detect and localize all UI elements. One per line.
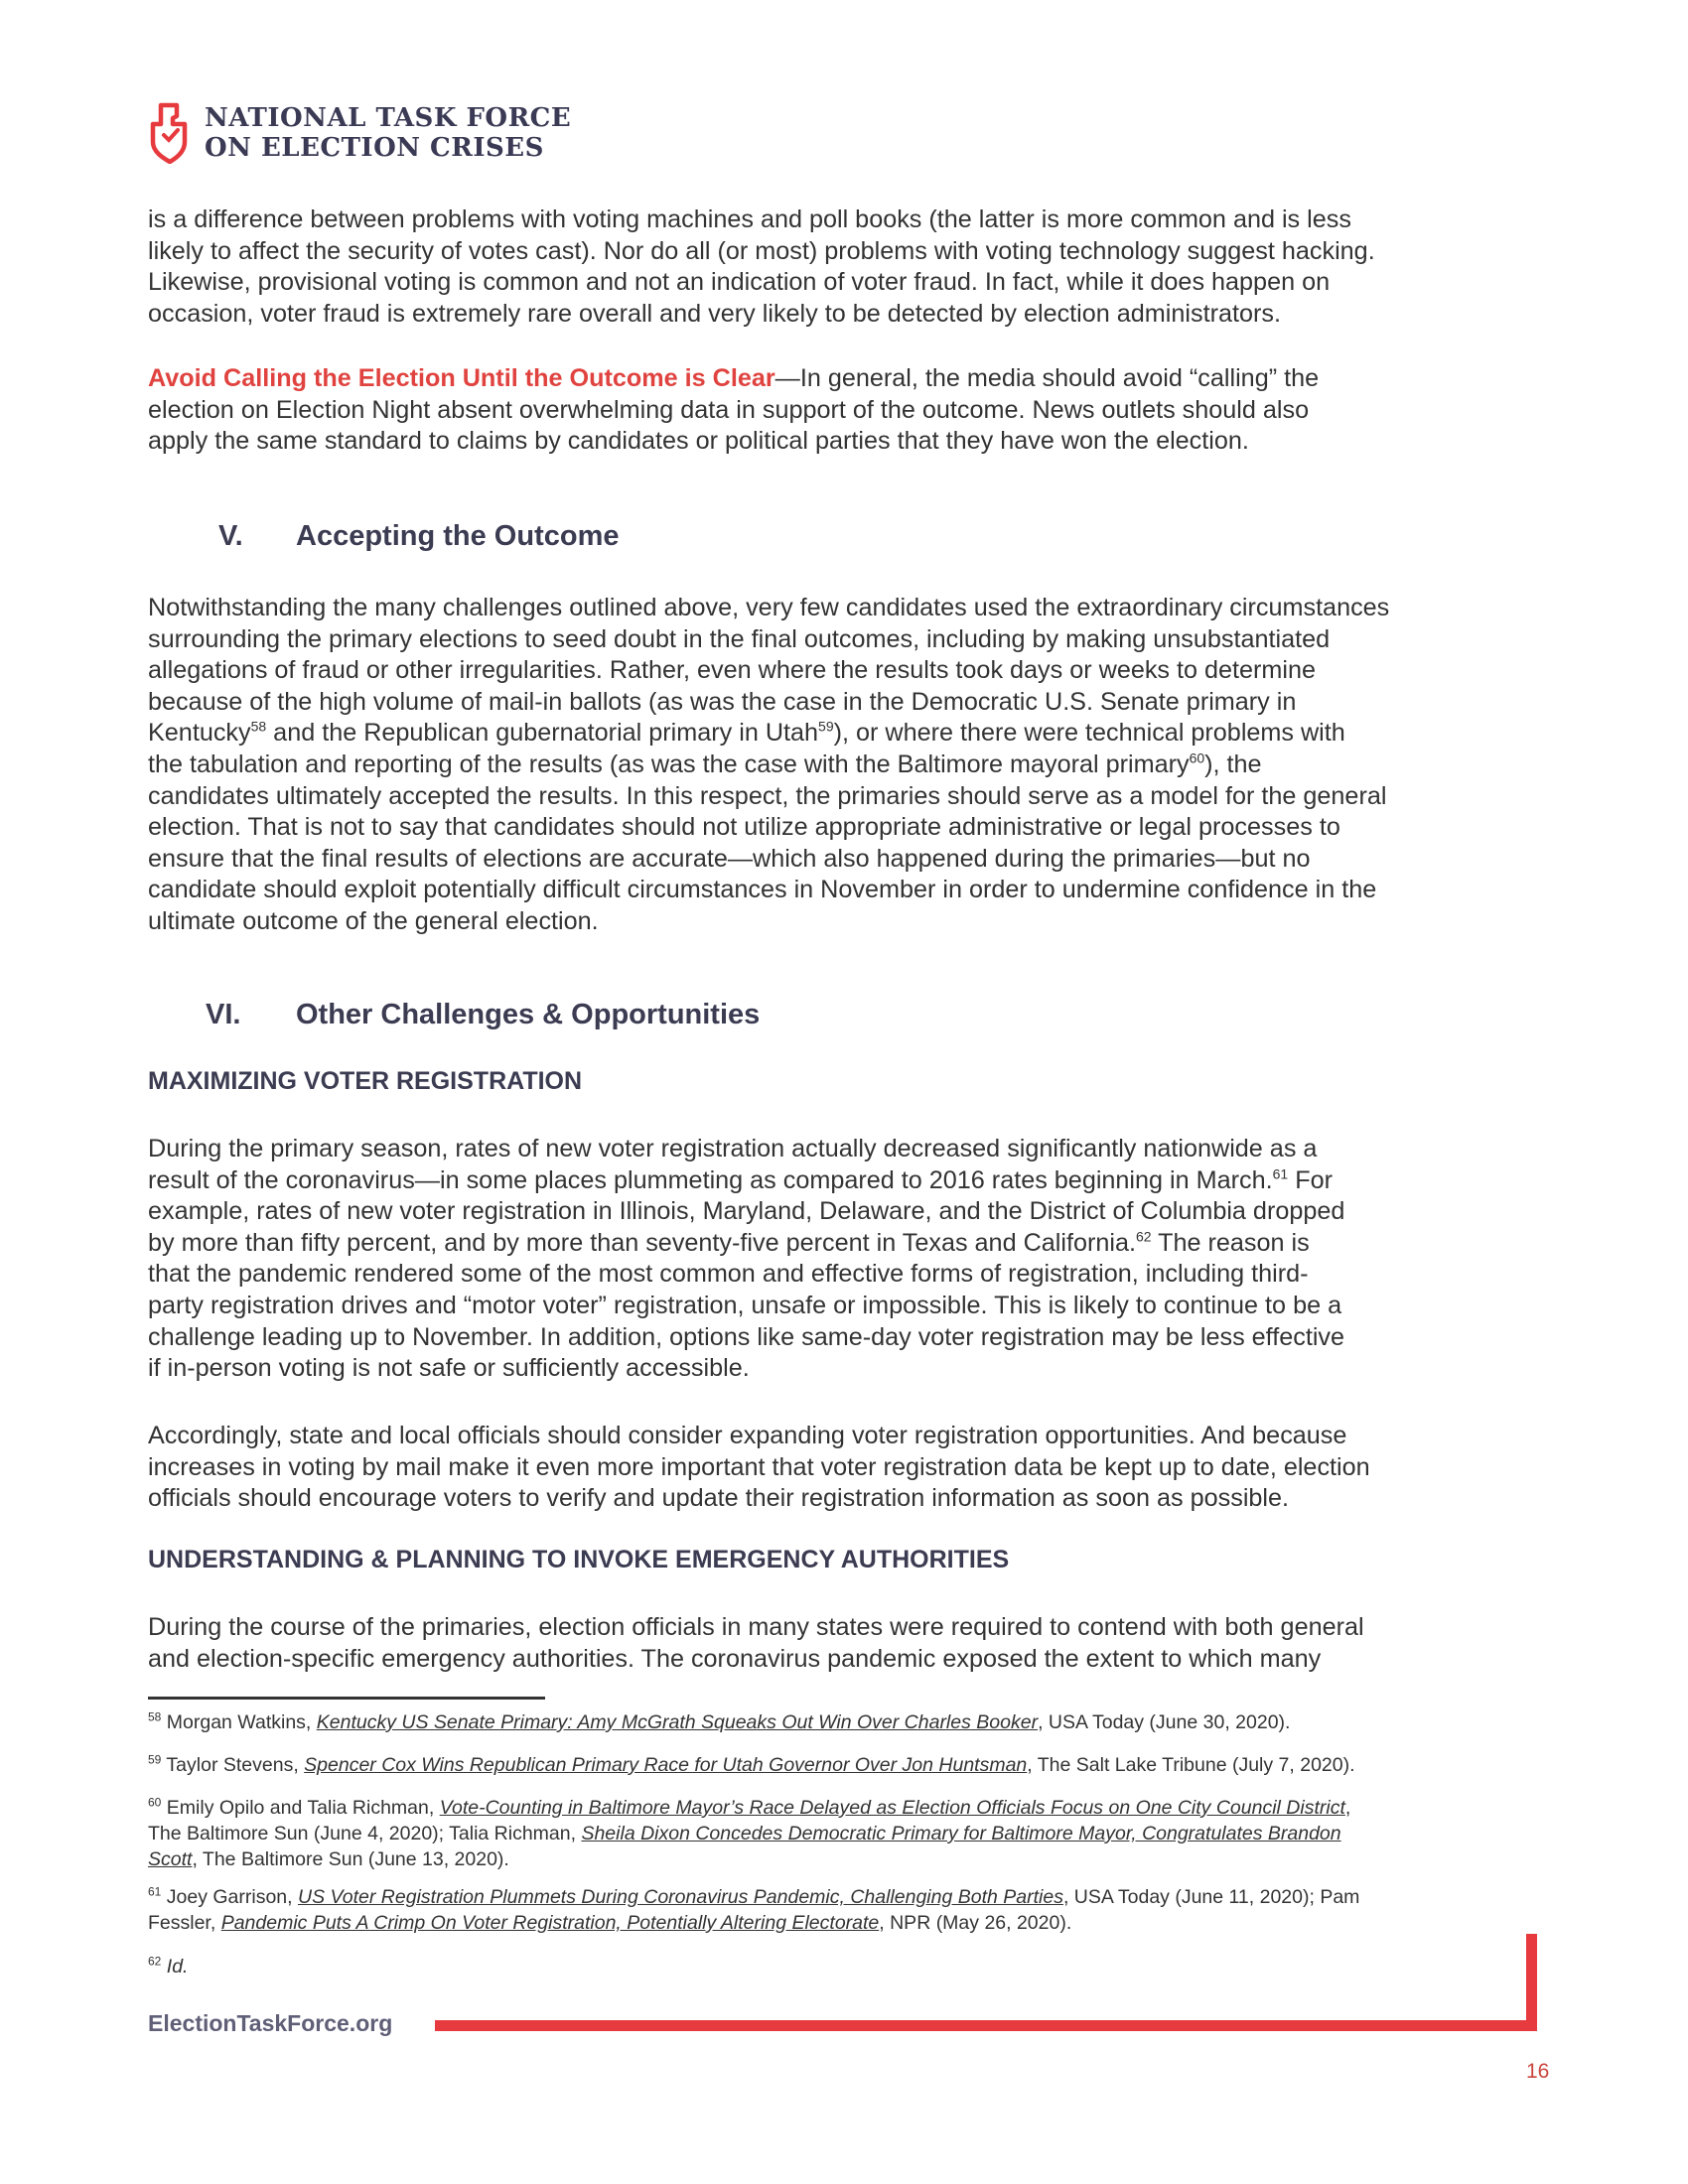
footnote-link[interactable]: Vote-Counting in Baltimore Mayor’s Race Delayed as Election Officials Focus on One City Council District <box>439 1797 1345 1819</box>
footnote-link[interactable]: Pandemic Puts A Crimp On Voter Registration, Potentially Altering Electorate <box>220 1912 880 1934</box>
intro-paragraph: is a difference between problems with voting machines and poll books (the latter is more common and is less likely to affect the security of votes cast). Nor do all (or most) problems with voting technology suggest hacking. Likewise, provisional voting is common and not an indication of voter fraud. In fact, while it does happen on occasion, voter fraud is extremely rare overall and very likely to be detected by election administrators. <box>148 205 1375 328</box>
section-vi-heading <box>206 999 760 1031</box>
footnote-ref-61[interactable]: 61 <box>1272 1165 1289 1182</box>
org-name-line1: NATIONAL TASK FORCE <box>205 103 572 133</box>
footnote-divider <box>148 1697 545 1700</box>
shield-ballot-check-icon <box>147 102 193 164</box>
subheading-emergency-authorities: UNDERSTANDING & PLANNING TO INVOKE EMERGENCY AUTHORITIES <box>148 1546 1010 1573</box>
footnote-link[interactable]: Sheila Dixon Concedes Democratic Primary for Baltimore Mayor, Congratulates Brandon <box>581 1823 1341 1844</box>
avoid-calling-paragraph: Avoid Calling the Election Until the Outcome is Clear—In general, the media should avoid “calling” the election on Election Night absent overwhelming data in support of the outcome. News outlets should also apply the same standard to claims by candidates or political parties that they have won the election. <box>148 364 1320 456</box>
footnote-link[interactable]: Kentucky US Senate Primary: Amy McGrath Squeaks Out Win Over Charles Booker <box>316 1711 1039 1733</box>
footnote-ref-62[interactable]: 62 <box>1135 1228 1152 1245</box>
section-number: V. <box>218 520 243 552</box>
footnote-ref-60[interactable]: 60 <box>1189 750 1205 766</box>
org-name-line2: ON ELECTION CRISES <box>205 133 544 163</box>
footnote-link[interactable]: US Voter Registration Plummets During Coronavirus Pandemic, Challenging Both Parties <box>298 1886 1063 1908</box>
page-number: 16 <box>1526 2060 1550 2083</box>
voter-registration-paragraph-2: Accordingly, state and local officials should consider expanding voter registration opportunities. And because increases in voting by mail make it even more important that voter registration data be kept up to date, election officials should encourage voters to verify and update their registration information as soon as possible. <box>148 1422 1370 1513</box>
footer-red-bar <box>435 2020 1537 2031</box>
footer-red-vertical-bar <box>1526 1934 1537 2031</box>
emergency-authorities-paragraph: During the course of the primaries, election officials in many states were required to contend with both general and election-specific emergency authorities. The coronavirus pandemic exposed the extent to which many <box>148 1613 1364 1673</box>
section-title: Other Challenges & Opportunities <box>296 999 761 1030</box>
section-title: Accepting the Outcome <box>296 520 620 552</box>
paragraph-lead-heading: Avoid Calling the Election Until the Outcome is Clear <box>148 364 775 392</box>
footnote-60: $^{60}$ Emily Opilo and Talia Richman, Vote-Counting in Baltimore Mayor’s Race Delayed as Election Officials Focus on One City Council District, The Baltimore Sun (June 4, 2020); Talia Richman, Sheila Dixon Concedes Democratic Primary for Baltimore Mayor, Congratulates Brandon Scott, The Baltimore Sun (June 13, 2020). <box>148 1795 1351 1870</box>
section-v-paragraph: Notwithstanding the many challenges outlined above, very few candidates used the extraordinary circumstances surrounding the primary elections to seed doubt in the final outcomes, including by making unsubstantiated allegations of fraud or other irregularities. Rather, even where the results took days or weeks to determine because of the high volume of mail-in ballots (as was the case in the Democratic U.S. Senate primary in Kentucky$^{58}$ and the Republican gubernatorial primary in Utah$^{59}$), or where there were technical problems with the tabulation and reporting of the results (as was the case with the Baltimore mayoral primary$^{60}$), the candidates ultimately accepted the results. In this respect, the primaries should serve as a model for the general election. That is not to say that candidates should not utilize appropriate administrative or legal processes to ensure that the final results of elections are accurate—which also happened during the primaries—but no candidate should exploit potentially difficult circumstances in November in order to undermine confidence in the ultimate outcome of the general election. <box>148 594 1390 935</box>
org-logo <box>147 102 571 164</box>
footnote-62: $^{62}$ Id. <box>148 1954 189 1978</box>
voter-registration-paragraph-1: During the primary season, rates of new voter registration actually decreased significantly nationwide as a result of the coronavirus—in some places plummeting as compared to 2016 rates beginning in March.$^{61}$ For example, rates of new voter registration in Illinois, Maryland, Delaware, and the District of Columbia dropped by more than fifty percent, and by more than seventy-five percent in Texas and California.$^{62}$ The reason is that the pandemic rendered some of the most common and effective forms of registration, including third- party registration drives and “motor voter” registration, unsafe or impossible. This is likely to continue to be a challenge leading up to November. In addition, options like same-day voter registration may be less effective if in-person voting is not safe or sufficiently accessible. <box>148 1135 1345 1383</box>
subheading-voter-registration: MAXIMIZING VOTER REGISTRATION <box>148 1067 583 1095</box>
footnote-link[interactable]: Spencer Cox Wins Republican Primary Race for Utah Governor Over Jon Huntsman <box>304 1754 1028 1776</box>
footnote-link[interactable]: Scott <box>148 1848 193 1870</box>
footnote-ref-59[interactable]: 59 <box>818 718 834 735</box>
footnote-ref-58[interactable]: 58 <box>250 718 267 735</box>
footnote-59: $^{59}$ Taylor Stevens, Spencer Cox Wins Republican Primary Race for Utah Governor Over Jon Huntsman, The Salt Lake Tribune (July 7, 2020). <box>148 1752 1355 1776</box>
section-v-heading <box>218 520 620 553</box>
section-number: VI. <box>206 999 241 1030</box>
footer-website-link[interactable]: ElectionTaskForce.org <box>148 2010 393 2036</box>
footnote-61: $^{61}$ Joey Garrison, US Voter Registration Plummets During Coronavirus Pandemic, Challenging Both Parties, USA Today (June 11, 2020); Pam Fessler, Pandemic Puts A Crimp On Voter Registration, Potentially Altering Electorate, NPR (May 26, 2020). <box>148 1884 1360 1934</box>
footnote-58: $^{58}$ Morgan Watkins, Kentucky US Senate Primary: Amy McGrath Squeaks Out Win Over Charles Booker, USA Today (June 30, 2020). <box>148 1709 1291 1733</box>
